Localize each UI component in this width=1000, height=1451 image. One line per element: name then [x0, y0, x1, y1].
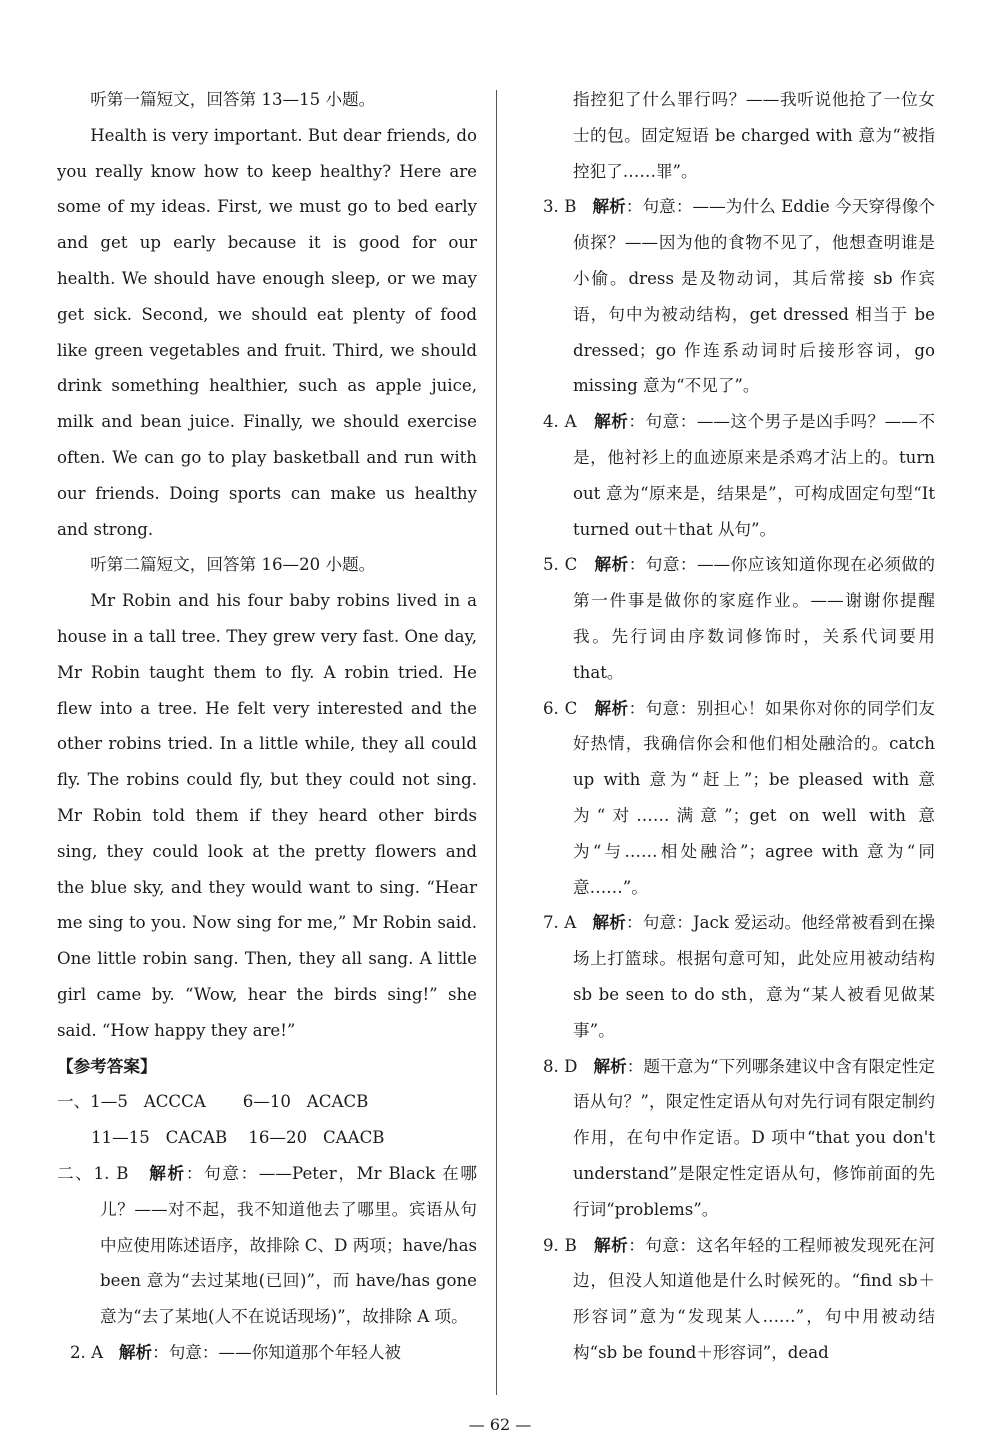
answer-item-2-continued: 指控犯了什么罪行吗？——我听说他抢了一位女士的包。固定短语 be charged with 意为“被指控犯了……罪”。 — [573, 90, 935, 181]
item-number: 5. C — [543, 555, 578, 575]
right-column — [530, 82, 935, 1371]
item-label: 解析 — [118, 1341, 153, 1362]
answer-item-7 — [530, 905, 935, 1048]
answer-item-4 — [530, 404, 935, 547]
item-number: 2. A — [70, 1342, 104, 1362]
answer-item-8 — [530, 1049, 935, 1228]
item-text: ：句意：别担心！如果你对你的同学们友好热情，我确信你会和他们相处融洽的。catch up with 意为“赶上”；be pleased with 意为“对……满意”；get on well with 意为“与……相处融洽”；agree with 意为“同意……”。 — [573, 698, 936, 897]
answers-title: 【参考答案】 — [57, 1055, 157, 1076]
passage1-text: Health is very important. But dear friends, do you really know how to keep healthy? Here are some of my ideas. First, we must go to bed early and get up early because it is good for our health. We should have enough sleep, or we may get sick. Second, we should eat plenty of food like green vegetables and fruit. Third, we should drink something healthier, such as apple juice, milk and bean juice. Finally, we should exercise often. We can go to play basketball and run with our friends. Doing sports can make us healthy and strong. — [57, 125, 477, 539]
passage1-heading: 听第一篇短文，回答第 13—15 小题。 — [90, 90, 376, 109]
item-label: 解析 — [594, 1234, 629, 1255]
item-label: 解析 — [592, 912, 626, 933]
item-number: 9. B — [543, 1235, 577, 1255]
item-label: 解析 — [149, 1162, 186, 1183]
answer-item-2 — [57, 1335, 477, 1371]
item-number: 二、1. B — [57, 1163, 129, 1183]
item-label: 解析 — [594, 697, 629, 718]
item-number: 7. A — [543, 913, 577, 933]
answers-line-1: 一、1—5 ACCCA 6—10 ACACB — [57, 1092, 369, 1112]
item-label: 解析 — [594, 554, 629, 575]
item-label: 解析 — [592, 196, 626, 217]
passage2-text: Mr Robin and his four baby robins lived in a house in a tall tree. They grew very fast. One day, Mr Robin taught them to fly. A robin tried. He flew into a tree. He felt very interested and the other robins tried. In a little while, they all could fly. The robins could fly, but they could not sing. Mr Robin told them if they heard other birds sing, they could look at the pretty flowers and the blue sky, and they would want to sing. “Hear me sing to you. Now sing for me,” Mr Robin said. One little robin sang. Then, they all sang. A little girl came by. “Wow, hear the birds sing!” she said. “How happy they are!” — [57, 591, 477, 1040]
item-text: ：题干意为“下列哪条建议中含有限定性定语从句？”，限定性定语从句对先行词有限定制约作用，在句中作定语。D 项中“that you don't understand”是限定性定语从句，修饰前面的先行词“problems”。 — [573, 1056, 936, 1219]
answer-list — [530, 189, 935, 1370]
answer-item-3 — [530, 189, 935, 404]
left-column — [57, 82, 477, 1371]
item-text: ：句意：——你应该知道你现在必须做的第一件事是做你的家庭作业。——谢谢你提醒我。先行词由序数词修饰时，关系代词要用 that。 — [573, 555, 935, 682]
item-text: ：句意：这名年轻的工程师被发现死在河边，但没人知道他是什么时候死的。“find sb＋形容词”意为“发现某人……”，句中用被动结构“sb be found＋形容词”，dead — [573, 1235, 936, 1362]
item-label: 解析 — [594, 411, 629, 432]
item-text: ：句意：——这个男子是凶手吗？——不是，他衬衫上的血迹原来是杀鸡才沾上的。turn out 意为“原来是，结果是”，可构成固定句型“It turned out＋that 从句”。 — [573, 412, 936, 539]
item-number: 4. A — [543, 412, 577, 432]
item-number: 3. B — [543, 197, 577, 217]
answer-item-9 — [530, 1228, 935, 1371]
answer-item-5 — [530, 547, 935, 690]
item-text: ：句意：——你知道那个年轻人被 — [152, 1342, 402, 1362]
answer-item-1 — [57, 1156, 477, 1335]
column-divider — [496, 90, 497, 1395]
item-text: ：句意：——为什么 Eddie 今天穿得像个侦探？——因为他的食物不见了，他想查明谁是小偷。dress 是及物动词，其后常接 sb 作宾语，句中为被动结构，get dressed 相当于 be dressed；go 作连系动词时后接形容词，go missing 意为“不见了”。 — [573, 197, 935, 396]
answers-line-2: 11—15 CACAB 16—20 CAACB — [91, 1128, 385, 1148]
item-label: 解析 — [593, 1055, 627, 1076]
item-number: 8. D — [543, 1056, 578, 1076]
item-text: ：句意：Jack 爱运动。他经常被看到在操场上打篮球。根据句意可知，此处应用被动结构 sb be seen to do sth，意为“某人被看见做某事”。 — [573, 913, 936, 1040]
page-number: — 62 — — [468, 1415, 532, 1434]
item-number: 6. C — [543, 698, 578, 718]
item-text: ：句意：——Peter，Mr Black 在哪儿？——对不起，我不知道他去了哪里。宾语从句中应使用陈述语序，故排除 C、D 两项；have/has been 意为“去过某地(已回)”，而 have/has gone 意为“去了某地(人不在说话现场)”，故排除 A 项。 — [100, 1163, 477, 1327]
passage2-heading: 听第二篇短文，回答第 16—20 小题。 — [90, 555, 376, 575]
answer-item-6 — [530, 691, 935, 906]
